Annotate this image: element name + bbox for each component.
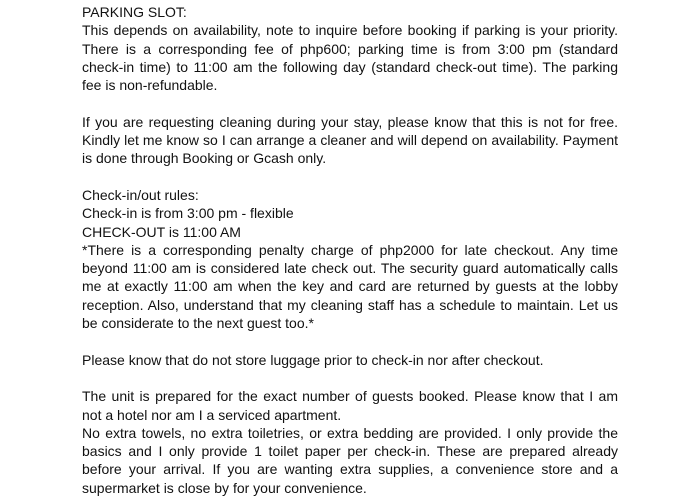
document-page [82, 3, 618, 497]
checkin-rules-heading: Check-in/out rules: [82, 186, 199, 203]
paragraph-spacer [82, 332, 618, 350]
cleaning-paragraph: If you are requesting cleaning during your stay, please know that this is not for free. Kindly let me know so I can arrange a cleaner and will depend on availability. Payment is done through Booking or Gcash only. [82, 113, 618, 167]
paragraph-spacer [82, 369, 618, 387]
unit-intro-paragraph: The unit is prepared for the exact number of guests booked. Please know that I am not a hotel nor am I a serviced apartment. [82, 388, 618, 423]
parking-paragraph: This depends on availability, note to inquire before booking if parking is your priority. There is a corresponding fee of php600; parking time is from 3:00 pm (standard check-in time) to 11:00 am the following day (standard check-out time). The parking fee is non-refundable. [82, 22, 618, 94]
checkout-time-line: CHECK-OUT is 11:00 AM [82, 223, 241, 240]
parking-heading: PARKING SLOT: [82, 4, 187, 20]
paragraph-spacer [82, 168, 618, 186]
luggage-paragraph: Please know that do not store luggage prior to check-in nor after checkout. [82, 351, 544, 368]
checkin-time-line: Check-in is from 3:00 pm - flexible [82, 205, 294, 222]
unit-extras-paragraph: No extra towels, no extra toiletries, or extra bedding are provided. I only provide the basics and I only provide 1 toilet paper per check-in. These are prepared already before your arrival. If you are wanting extra supplies, a convenience store and a supermarket is close by for your convenience. [82, 424, 618, 496]
late-checkout-penalty-paragraph: *There is a corresponding penalty charge of php2000 for late checkout. Any time beyond 11:00 am is considered late check out. The security guard automatically calls me at exactly 11:00 am when the key and card are returned by guests at the lobby reception. Also, understand that my cleaning staff has a schedule to maintain. Let us be considerate to the next guest too.* [82, 241, 618, 332]
paragraph-spacer [82, 94, 618, 112]
